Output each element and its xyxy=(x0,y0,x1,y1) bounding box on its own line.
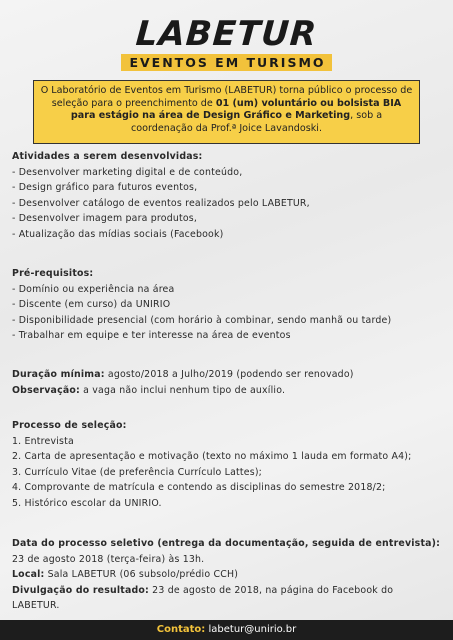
list-item: - Desenvolver catálogo de eventos realizados pelo LABETUR, xyxy=(12,197,310,209)
list-item: - Desenvolver imagem para produtos, xyxy=(12,213,198,225)
list-item: - Design gráfico para futuros eventos, xyxy=(12,182,198,194)
logo-subtitle: EVENTOS EM TURISMO xyxy=(121,54,331,71)
observacao-line xyxy=(12,383,442,399)
list-item: - Disponibilidade presencial (com horário à combinar, sendo manhã ou tarde) xyxy=(12,314,392,326)
divulgacao-line xyxy=(12,583,442,599)
list-item: - Atualização das mídias sociais (Facebook) xyxy=(12,228,224,240)
processo-heading: Processo de seleção: xyxy=(12,420,127,431)
observacao-label: Observação: xyxy=(12,384,80,396)
divulgacao-value: 23 de agosto de 2018, na página do Facebook do xyxy=(149,584,394,596)
local-line xyxy=(12,567,442,583)
logo-title: LABETUR xyxy=(134,14,319,54)
list-item: 4. Comprovante de matrícula e contendo as disciplinas do semestre 2018/2; xyxy=(12,482,386,494)
atividades-section xyxy=(12,149,442,243)
divulgacao-value-cont: LABETUR. xyxy=(12,600,60,612)
atividades-heading: Atividades a serem desenvolvidas: xyxy=(12,151,203,162)
observacao-value: a vaga não inclui nenhum tipo de auxílio. xyxy=(79,384,286,396)
list-item: - Domínio ou experiência na área xyxy=(12,283,175,295)
local-label: Local: xyxy=(12,569,45,581)
list-item: 3. Currículo Vitae (de preferência Currículo Lattes); xyxy=(12,466,263,478)
duracao-line xyxy=(12,367,442,383)
duracao-section xyxy=(12,367,442,398)
processo-section xyxy=(12,418,442,512)
logo xyxy=(0,16,453,71)
contact-email[interactable]: labetur@unirio.br xyxy=(205,624,297,635)
data-processo-heading: Data do processo seletivo (entrega da documentação, seguida de entrevista): xyxy=(12,538,441,549)
duracao-label: Duração mínima: xyxy=(12,369,105,380)
contact-label: Contato: xyxy=(156,624,206,635)
requisitos-heading: Pré-requisitos: xyxy=(12,268,94,279)
data-processo-value: 23 de agosto 2018 (terça-feira) às 13h. xyxy=(12,553,205,565)
intro-box xyxy=(33,80,420,144)
divulgacao-label: Divulgação do resultado: xyxy=(12,584,149,596)
duracao-value: agosto/2018 a Julho/2019 (podendo ser renovado) xyxy=(104,369,354,380)
list-item: - Discente (em curso) da UNIRIO xyxy=(12,299,171,311)
list-item: 2. Carta de apresentação e motivação (texto no máximo 1 lauda em formato A4); xyxy=(12,451,412,463)
list-item: - Trabalhar em equipe e ter interesse na área de eventos xyxy=(12,330,291,342)
data-section xyxy=(12,536,442,614)
list-item: - Desenvolver marketing digital e de conteúdo, xyxy=(12,166,243,178)
requisitos-section xyxy=(12,266,442,344)
intro-text-end: , sob a coordenação da Prof.ª Joice Lavandoski. xyxy=(130,110,383,134)
local-value: Sala LABETUR (06 subsolo/prédio CCH) xyxy=(44,569,239,581)
list-item: 1. Entrevista xyxy=(12,435,74,447)
intro-text: O Laboratório de Eventos em Turismo (LABETUR) torna público o processo de seleção para o preenchimento de xyxy=(40,85,413,109)
footer-bar xyxy=(0,620,453,640)
list-item: 5. Histórico escolar da UNIRIO. xyxy=(12,497,162,509)
intro-highlight: 01 (um) voluntário ou bolsista BIA para estágio na área de Design Gráfico e Marketing xyxy=(70,97,402,122)
